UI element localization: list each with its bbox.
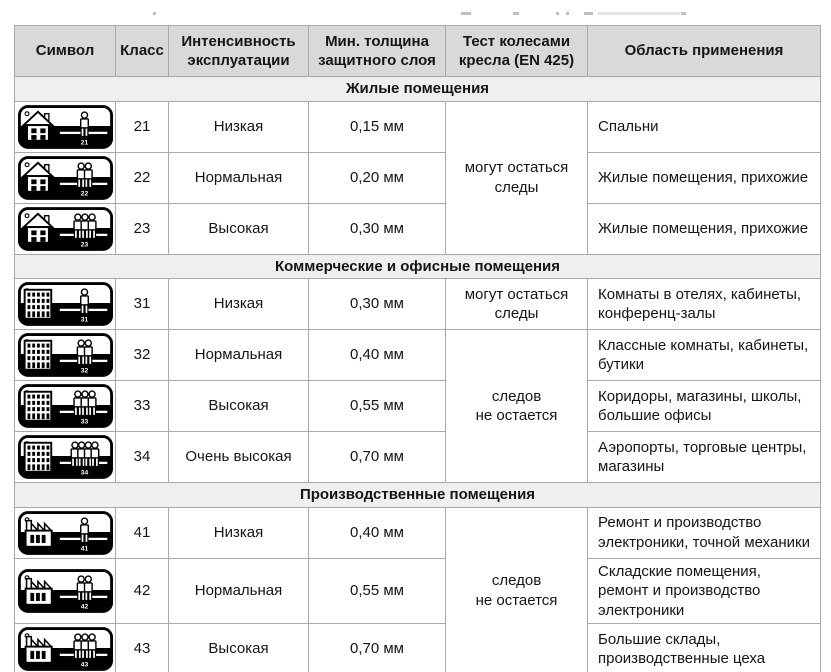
class-number: 42 bbox=[116, 558, 169, 624]
class-number: 23 bbox=[116, 203, 169, 254]
min-layer-thickness: 0,40 мм bbox=[309, 507, 446, 558]
application-area: Коридоры, магазины, школы, большие офисы bbox=[588, 381, 821, 432]
wheel-test-result: могут остаться следы bbox=[446, 279, 588, 330]
application-area: Большие склады, производственные цеха bbox=[588, 624, 821, 672]
class-symbol-cell-43 bbox=[15, 624, 116, 672]
class-symbol-cell-23 bbox=[15, 203, 116, 254]
min-layer-thickness: 0,30 мм bbox=[309, 203, 446, 254]
usage-intensity: Нормальная bbox=[169, 558, 309, 624]
table-row-class-32 bbox=[15, 330, 821, 381]
svg-text:21: 21 bbox=[80, 139, 88, 147]
floor-usage-class-table bbox=[14, 25, 821, 672]
min-layer-thickness: 0,70 мм bbox=[309, 624, 446, 672]
class-number: 22 bbox=[116, 152, 169, 203]
section-title: Производственные помещения bbox=[15, 483, 821, 508]
factory-1-person-icon bbox=[18, 511, 113, 555]
house-1-person-icon bbox=[18, 105, 113, 149]
section-row bbox=[15, 483, 821, 508]
application-area: Жилые помещения, прихожие bbox=[588, 152, 821, 203]
table-row-class-33 bbox=[15, 381, 821, 432]
office-2-persons-icon bbox=[18, 333, 113, 377]
usage-intensity: Нормальная bbox=[169, 152, 309, 203]
min-layer-thickness: 0,55 мм bbox=[309, 558, 446, 624]
application-area: Спальни bbox=[588, 101, 821, 152]
usage-intensity: Низкая bbox=[169, 279, 309, 330]
svg-text:33: 33 bbox=[80, 418, 88, 426]
min-layer-thickness: 0,40 мм bbox=[309, 330, 446, 381]
column-header-3: Интенсивность эксплуатации bbox=[169, 26, 309, 77]
wheel-test-result: следов не остается bbox=[446, 507, 588, 672]
svg-text:43: 43 bbox=[80, 661, 88, 669]
section-title: Жилые помещения bbox=[15, 77, 821, 102]
wheel-test-result: могут остаться следы bbox=[446, 101, 588, 254]
cropped-text-remnant bbox=[0, 12, 831, 18]
house-2-persons-icon bbox=[18, 156, 113, 200]
class-symbol-cell-22 bbox=[15, 152, 116, 203]
header-row bbox=[15, 26, 821, 77]
class-number: 31 bbox=[116, 279, 169, 330]
class-symbol-cell-33 bbox=[15, 381, 116, 432]
column-header-1: Символ bbox=[15, 26, 116, 77]
svg-text:31: 31 bbox=[80, 316, 88, 324]
factory-3-persons-icon bbox=[18, 627, 113, 671]
svg-text:42: 42 bbox=[80, 603, 88, 611]
min-layer-thickness: 0,55 мм bbox=[309, 381, 446, 432]
min-layer-thickness: 0,30 мм bbox=[309, 279, 446, 330]
table-row-class-41 bbox=[15, 507, 821, 558]
application-area: Комнаты в отелях, кабинеты, конференц-залы bbox=[588, 279, 821, 330]
office-4-persons-icon bbox=[18, 435, 113, 479]
column-header-2: Класс bbox=[116, 26, 169, 77]
class-symbol-cell-41 bbox=[15, 507, 116, 558]
class-symbol-cell-31 bbox=[15, 279, 116, 330]
class-symbol-cell-32 bbox=[15, 330, 116, 381]
table-row-class-23 bbox=[15, 203, 821, 254]
office-3-persons-icon bbox=[18, 384, 113, 428]
office-1-person-icon bbox=[18, 282, 113, 326]
house-3-persons-icon bbox=[18, 207, 113, 251]
table-row-class-43 bbox=[15, 624, 821, 672]
column-header-4: Мин. толщина защитного слоя bbox=[309, 26, 446, 77]
class-number: 43 bbox=[116, 624, 169, 672]
class-symbol-cell-42 bbox=[15, 558, 116, 624]
application-area: Аэропорты, торговые центры, магазины bbox=[588, 432, 821, 483]
section-row bbox=[15, 77, 821, 102]
usage-intensity: Высокая bbox=[169, 624, 309, 672]
usage-intensity: Низкая bbox=[169, 101, 309, 152]
usage-intensity: Высокая bbox=[169, 203, 309, 254]
svg-text:22: 22 bbox=[80, 190, 88, 198]
svg-text:41: 41 bbox=[80, 545, 88, 553]
table-row-class-42 bbox=[15, 558, 821, 624]
table-row-class-21 bbox=[15, 101, 821, 152]
column-header-6: Область применения bbox=[588, 26, 821, 77]
table-header bbox=[15, 26, 821, 77]
section-row bbox=[15, 254, 821, 279]
usage-intensity: Высокая bbox=[169, 381, 309, 432]
class-number: 34 bbox=[116, 432, 169, 483]
svg-text:23: 23 bbox=[80, 241, 88, 249]
min-layer-thickness: 0,70 мм bbox=[309, 432, 446, 483]
class-number: 21 bbox=[116, 101, 169, 152]
usage-intensity: Нормальная bbox=[169, 330, 309, 381]
application-area: Ремонт и производство электроники, точной механики bbox=[588, 507, 821, 558]
application-area: Жилые помещения, прихожие bbox=[588, 203, 821, 254]
usage-intensity: Низкая bbox=[169, 507, 309, 558]
min-layer-thickness: 0,15 мм bbox=[309, 101, 446, 152]
class-number: 33 bbox=[116, 381, 169, 432]
column-header-5: Тест колесами кресла (EN 425) bbox=[446, 26, 588, 77]
wheel-test-result: следов не остается bbox=[446, 330, 588, 483]
svg-text:32: 32 bbox=[80, 367, 88, 375]
factory-2-persons-icon bbox=[18, 569, 113, 613]
table-row-class-22 bbox=[15, 152, 821, 203]
section-title: Коммерческие и офисные помещения bbox=[15, 254, 821, 279]
application-area: Классные комнаты, кабинеты, бутики bbox=[588, 330, 821, 381]
class-symbol-cell-21 bbox=[15, 101, 116, 152]
min-layer-thickness: 0,20 мм bbox=[309, 152, 446, 203]
class-number: 32 bbox=[116, 330, 169, 381]
table-row-class-31 bbox=[15, 279, 821, 330]
class-number: 41 bbox=[116, 507, 169, 558]
usage-intensity: Очень высокая bbox=[169, 432, 309, 483]
svg-text:34: 34 bbox=[80, 469, 88, 477]
table-row-class-34 bbox=[15, 432, 821, 483]
class-symbol-cell-34 bbox=[15, 432, 116, 483]
application-area: Складские помещения, ремонт и производство электроники bbox=[588, 558, 821, 624]
